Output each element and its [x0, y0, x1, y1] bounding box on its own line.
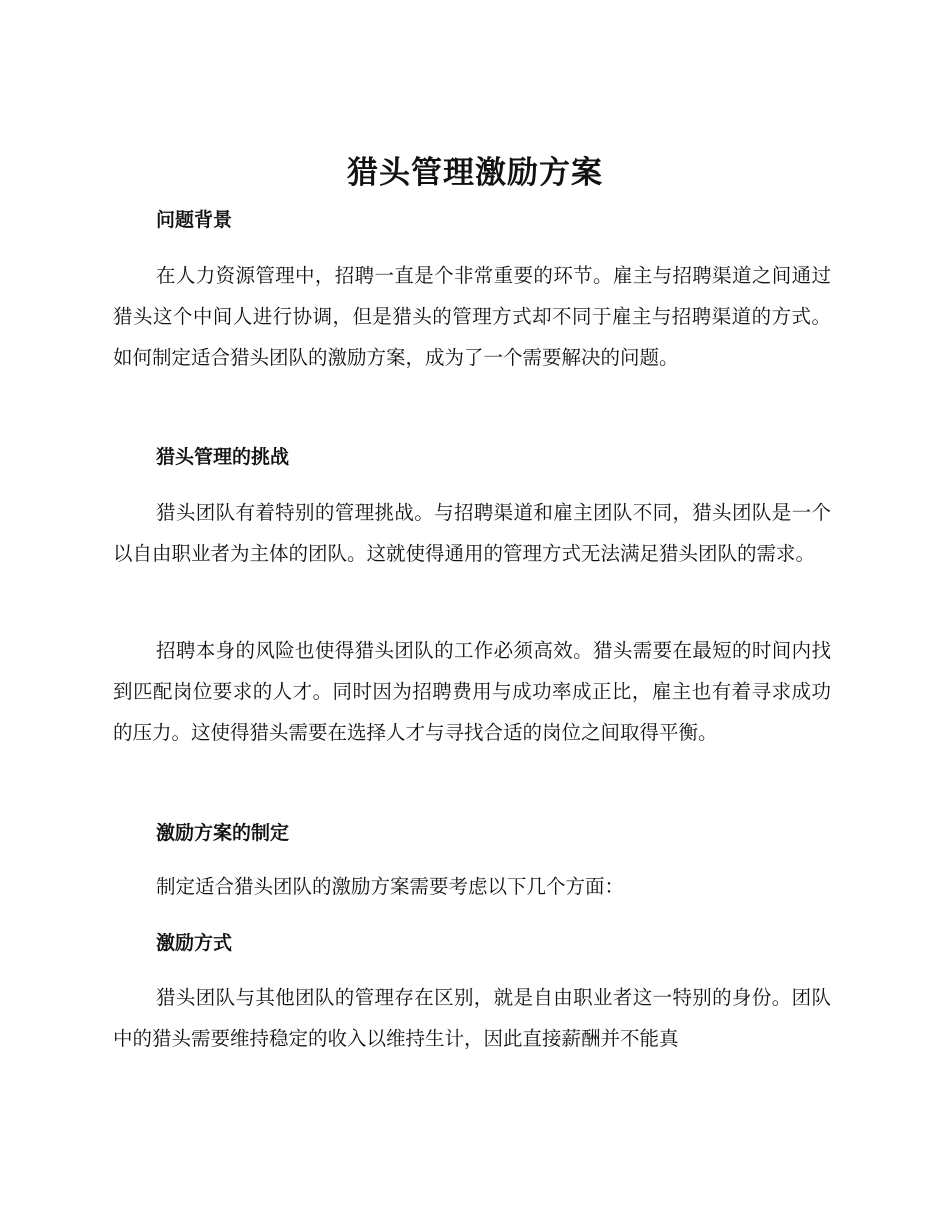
paragraph-plan: 制定适合猎头团队的激励方案需要考虑以下几个方面：	[156, 875, 625, 898]
document-title: 猎头管理激励方案	[347, 155, 603, 191]
paragraph-background: 在人力资源管理中，招聘一直是个非常重要的环节。雇主与招聘渠道之间通过猎头这个中间人进行协调，但是猎头的管理方式却不同于雇主与招聘渠道的方式。如何制定适合猎头团队的激励方案，成为了一个需要解决的问题。	[113, 264, 831, 369]
paragraph-challenges-1: 猎头团队有着特别的管理挑战。与招聘渠道和雇主团队不同，猎头团队是一个以自由职业者为主体的团队。这就使得通用的管理方式无法满足猎头团队的需求。	[113, 501, 831, 565]
paragraph-challenges-2: 招聘本身的风险也使得猎头团队的工作必须高效。猎头需要在最短的时间内找到匹配岗位要求的人才。同时因为招聘费用与成功率成正比，雇主也有着寻求成功的压力。这使得猎头需要在选择人才与寻找合适的岗位之间取得平衡。	[113, 639, 831, 744]
section-heading-challenges: 猎头管理的挑战	[156, 446, 290, 468]
section-heading-background: 问题背景	[156, 209, 233, 231]
paragraph-methods: 猎头团队与其他团队的管理存在区别，就是自由职业者这一特别的身份。团队中的猎头需要维持稳定的收入以维持生计，因此直接薪酬并不能真	[113, 986, 831, 1050]
section-heading-methods: 激励方式	[156, 932, 233, 954]
section-heading-plan: 激励方案的制定	[156, 822, 290, 844]
